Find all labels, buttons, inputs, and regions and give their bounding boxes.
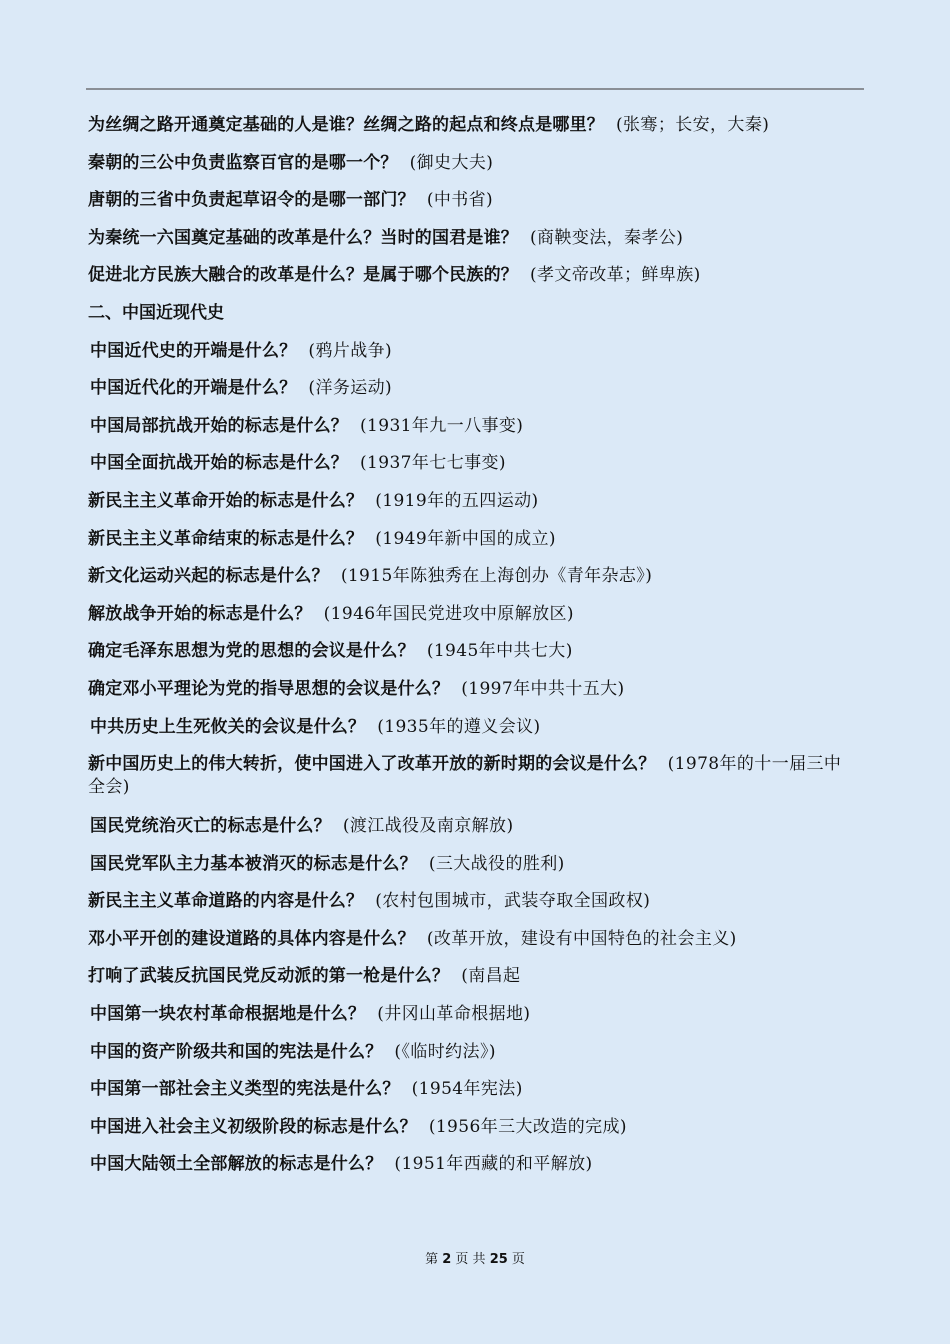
question-text: 解放战争开始的标志是什么？ <box>88 603 312 624</box>
qa-item <box>88 1003 858 1041</box>
question-text: 秦朝的三公中负责监察百官的是哪一个？ <box>88 152 398 173</box>
qa-item <box>88 678 858 716</box>
question-text: 中共历史上生死攸关的会议是什么？ <box>90 716 366 737</box>
question-text: 促进北方民族大融合的改革是什么？是属于哪个民族的？ <box>88 265 518 286</box>
qa-item <box>88 1078 858 1116</box>
qa-item <box>88 928 858 966</box>
qa-item <box>88 340 858 378</box>
answer-text: (1946年国民党进攻中原解放区) <box>323 603 574 624</box>
question-text: 新民主主义革命结束的标志是什么？ <box>88 528 364 549</box>
question-text: 唐朝的三省中负责起草诏令的是哪一部门？ <box>88 190 415 211</box>
qa-item <box>88 189 858 227</box>
question-text: 确定邓小平理论为党的指导思想的会议是什么？ <box>88 678 450 699</box>
qa-item <box>88 1041 858 1079</box>
answer-text: (中书省) <box>426 190 494 211</box>
qa-item <box>88 565 858 603</box>
question-text: 为丝绸之路开通奠定基础的人是谁？丝绸之路的起点和终点是哪里？ <box>88 115 604 135</box>
qa-item <box>88 640 858 678</box>
answer-text: (1919年的五四运动) <box>375 490 539 511</box>
question-text: 新民主主义革命开始的标志是什么？ <box>88 490 364 511</box>
answer-text: (1954年宪法) <box>411 1079 523 1100</box>
answer-text: (张骞；长安，大秦) <box>616 115 770 135</box>
question-text: 中国第一部社会主义类型的宪法是什么？ <box>90 1079 400 1100</box>
qa-item <box>88 264 858 302</box>
header-rule <box>86 88 864 90</box>
footer-middle: 页 共 <box>455 1252 486 1267</box>
qa-item <box>88 1153 858 1191</box>
qa-item <box>88 528 858 566</box>
footer-suffix: 页 <box>511 1252 525 1267</box>
question-text: 中国近代化的开端是什么？ <box>90 378 297 399</box>
qa-item <box>88 415 858 453</box>
question-text: 国民党统治灭亡的标志是什么？ <box>90 816 331 837</box>
answer-text: (南昌起 <box>461 966 521 987</box>
qa-item <box>88 152 858 190</box>
question-text: 中国大陆领土全部解放的标志是什么？ <box>90 1154 383 1175</box>
answer-text: (1949年新中国的成立) <box>375 528 556 549</box>
qa-item <box>88 890 858 928</box>
qa-item <box>88 853 858 891</box>
question-text: 中国进入社会主义初级阶段的标志是什么？ <box>90 1116 417 1137</box>
answer-text: (1935年的遵义会议) <box>377 716 541 737</box>
question-text: 中国局部抗战开始的标志是什么？ <box>90 415 348 436</box>
answer-text: (御史大夫) <box>409 152 494 173</box>
answer-text: (农村包围城市，武装夺取全国政权) <box>375 891 651 912</box>
qa-item <box>88 815 858 853</box>
qa-item <box>88 377 858 415</box>
answer-text: (商鞅变法，秦孝公) <box>530 227 684 248</box>
answer-text: (洋务运动) <box>308 378 393 399</box>
section-heading: 二、中国近现代史 <box>88 302 224 323</box>
question-text: 中国第一块农村革命根据地是什么？ <box>90 1004 366 1025</box>
qa-item <box>88 603 858 641</box>
answer-text: (孝文帝改革；鲜卑族) <box>530 265 701 286</box>
qa-item <box>88 490 858 528</box>
modern-history-list <box>88 340 858 1191</box>
qa-item <box>88 1116 858 1154</box>
answer-text: (渡江战役及南京解放) <box>342 816 514 837</box>
qa-item <box>88 114 858 152</box>
qa-item <box>88 965 858 1003</box>
page-content <box>88 114 858 1191</box>
answer-text: (改革开放，建设有中国特色的社会主义) <box>426 928 737 949</box>
answer-text: (1915年陈独秀在上海创办《青年杂志》) <box>340 566 653 587</box>
answer-text: (1978年的十一届三中全会) <box>88 754 842 798</box>
answer-text: (1945年中共七大) <box>426 641 573 662</box>
answer-text: (1956年三大改造的完成) <box>428 1116 627 1137</box>
answer-text: (三大战役的胜利) <box>428 853 565 874</box>
question-text: 打响了武装反抗国民党反动派的第一枪是什么？ <box>88 966 450 987</box>
question-text: 国民党军队主力基本被消灭的标志是什么？ <box>90 853 417 874</box>
answer-text: (鸦片战争) <box>308 340 393 361</box>
question-text: 确定毛泽东思想为党的思想的会议是什么？ <box>88 641 415 662</box>
footer-page-number: 2 <box>442 1252 452 1267</box>
answer-text: (《临时约法》) <box>394 1041 496 1062</box>
answer-text: (1937年七七事变) <box>360 453 506 474</box>
answer-text: (1931年九一八事变) <box>360 415 524 436</box>
footer-prefix: 第 <box>425 1252 439 1267</box>
question-text: 中国全面抗战开始的标志是什么？ <box>90 453 348 474</box>
question-text: 中国的资产阶级共和国的宪法是什么？ <box>90 1041 383 1062</box>
qa-item <box>88 716 858 754</box>
answer-text: (1951年西藏的和平解放) <box>394 1154 593 1175</box>
question-text: 新民主主义革命道路的内容是什么？ <box>88 891 364 912</box>
ancient-history-list <box>88 114 858 302</box>
answer-text: (1997年中共十五大) <box>461 678 625 699</box>
question-text: 中国近代史的开端是什么？ <box>90 340 297 361</box>
question-text: 新中国历史上的伟大转折，使中国进入了改革开放的新时期的会议是什么？ <box>88 754 656 775</box>
answer-text: (井冈山革命根据地) <box>377 1004 531 1025</box>
qa-item <box>88 452 858 490</box>
qa-item <box>88 753 858 815</box>
qa-item <box>88 227 858 265</box>
question-text: 新文化运动兴起的标志是什么？ <box>88 566 329 587</box>
question-text: 为秦统一六国奠定基础的改革是什么？当时的国君是谁？ <box>88 227 518 248</box>
question-text: 邓小平开创的建设道路的具体内容是什么？ <box>88 928 415 949</box>
footer-total-pages: 25 <box>489 1252 508 1267</box>
page-footer <box>0 1248 950 1267</box>
